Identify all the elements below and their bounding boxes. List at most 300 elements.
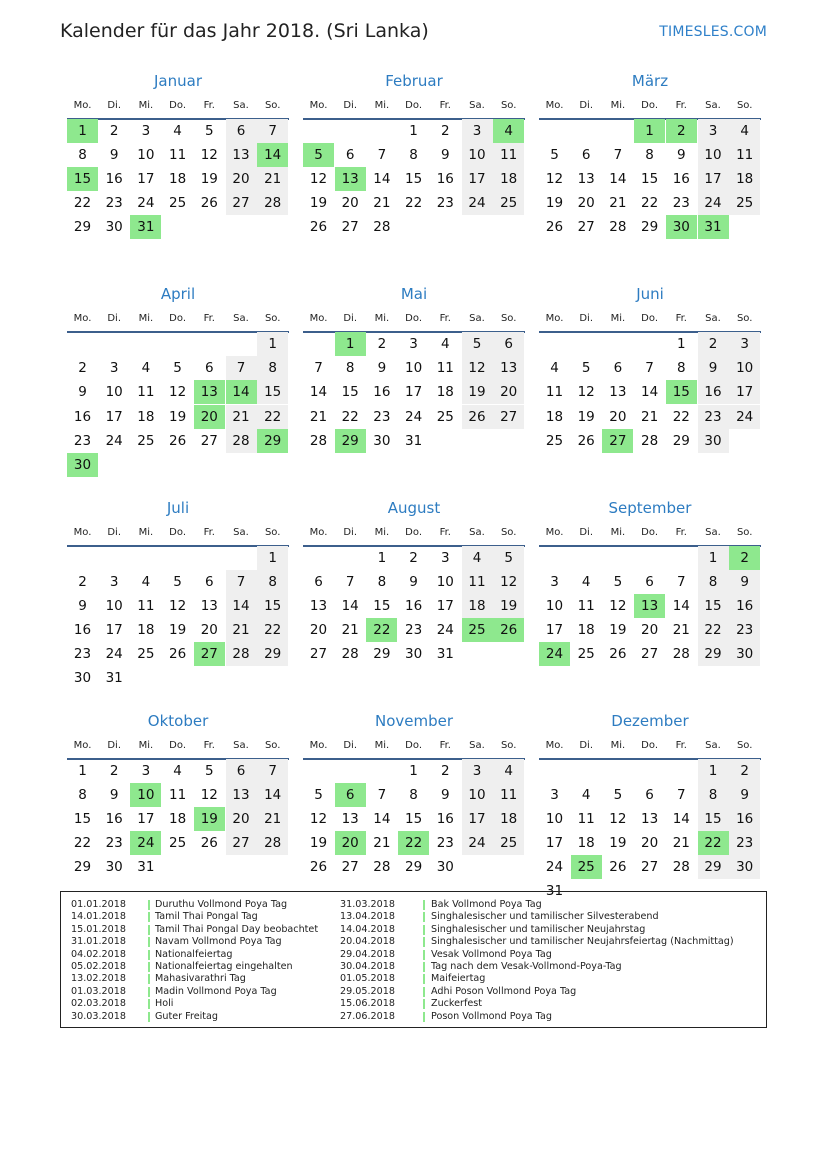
day-cell: 26 <box>309 859 328 876</box>
day-cell: 4 <box>581 573 591 590</box>
day-cell: 23 <box>729 831 760 855</box>
weekday-label: Fr. <box>203 313 215 325</box>
weekday-label: Mo. <box>309 100 328 111</box>
day-cell: 14 <box>257 783 288 807</box>
day-cell: 10 <box>137 147 155 164</box>
holiday-name: Holi <box>155 998 174 1010</box>
day-cell: 25 <box>137 432 155 449</box>
day-cell: 16 <box>105 171 123 188</box>
day-cell-holiday: 29 <box>257 429 288 453</box>
day-cell-holiday: 24 <box>539 642 570 666</box>
day-cell: 4 <box>462 546 493 570</box>
day-cell: 2 <box>409 549 418 566</box>
day-cell: 28 <box>226 429 257 453</box>
day-cell: 5 <box>173 573 182 590</box>
weekday-label: Mi. <box>138 526 154 538</box>
day-cell-holiday: 14 <box>226 380 257 404</box>
day-cell: 4 <box>141 573 151 590</box>
day-cell: 28 <box>641 432 659 449</box>
day-cell: 8 <box>78 147 87 164</box>
day-cell: 11 <box>545 384 564 401</box>
day-cell: 2 <box>377 336 387 353</box>
weekday-label: Di. <box>579 313 594 325</box>
day-cell: 21 <box>309 408 328 425</box>
weekday-label: Sa. <box>233 739 249 751</box>
day-cell: 14 <box>609 171 627 188</box>
day-cell: 2 <box>729 759 760 783</box>
day-cell: 22 <box>257 618 288 642</box>
day-cell: 27 <box>577 219 595 236</box>
day-cell: 6 <box>226 119 257 143</box>
holiday-marker <box>148 900 150 910</box>
day-cell: 23 <box>436 835 454 852</box>
holiday-date: 29.04.2018 <box>340 948 395 960</box>
holiday-date: 31.01.2018 <box>71 936 126 948</box>
day-cell: 7 <box>677 573 686 590</box>
day-cell: 31 <box>405 432 423 449</box>
day-cell: 18 <box>169 811 187 828</box>
day-cell: 17 <box>137 171 155 188</box>
day-cell: 23 <box>73 645 92 662</box>
day-cell: 12 <box>609 597 627 614</box>
day-cell: 26 <box>200 195 218 212</box>
holiday-row <box>71 911 331 923</box>
day-cell: 12 <box>462 356 493 380</box>
weekday-label: Mi. <box>610 313 626 325</box>
day-cell: 10 <box>105 384 123 401</box>
day-cell: 14 <box>641 384 659 401</box>
weekday-label: Sa. <box>233 526 249 538</box>
day-cell: 15 <box>257 594 288 618</box>
weekday-label: Do. <box>169 739 186 751</box>
day-cell: 11 <box>462 570 493 594</box>
day-cell: 2 <box>109 762 119 779</box>
day-cell: 22 <box>73 835 92 852</box>
day-cell: 23 <box>436 195 454 212</box>
day-cell: 19 <box>545 195 564 212</box>
weekday-label: Fr. <box>203 100 215 111</box>
weekday-label: Fr. <box>675 100 687 111</box>
holiday-row <box>340 973 750 985</box>
day-cell: 13 <box>341 811 359 828</box>
weekday-label: Di. <box>107 100 122 111</box>
weekday-header <box>67 525 289 547</box>
day-cell: 5 <box>205 762 214 779</box>
month-name: Juli <box>166 498 190 517</box>
day-cell: 26 <box>200 835 218 852</box>
weekday-label: Mo. <box>73 100 92 111</box>
day-cell: 11 <box>436 360 454 377</box>
day-cell: 9 <box>409 573 418 590</box>
day-cell: 20 <box>493 380 524 404</box>
weekday-label: Di. <box>343 526 358 538</box>
day-cell: 21 <box>373 195 391 212</box>
day-cell: 30 <box>436 859 454 876</box>
day-cell: 3 <box>698 119 729 143</box>
day-cell: 3 <box>550 786 559 803</box>
day-cell: 13 <box>493 356 524 380</box>
day-cell: 17 <box>545 621 564 638</box>
day-cell-holiday: 25 <box>571 855 602 879</box>
day-cell: 13 <box>309 597 328 614</box>
day-cell-holiday: 4 <box>493 119 524 143</box>
weekday-label: Fr. <box>203 739 215 751</box>
holiday-name: Nationalfeiertag <box>155 948 233 960</box>
day-cell: 10 <box>698 143 729 167</box>
day-cell: 16 <box>436 811 454 828</box>
day-cell: 18 <box>462 594 493 618</box>
day-cell: 26 <box>169 645 187 662</box>
day-cell: 3 <box>141 762 151 779</box>
weekday-label: Mo. <box>545 739 564 751</box>
weekday-header <box>539 311 761 333</box>
weekday-label: So. <box>500 739 517 751</box>
weekday-label: Fr. <box>439 739 451 751</box>
day-cell: 29 <box>698 642 729 666</box>
day-cell-holiday: 27 <box>194 642 225 666</box>
day-cell: 28 <box>226 642 257 666</box>
weekday-label: So. <box>736 313 753 325</box>
day-cell: 25 <box>545 432 564 449</box>
weekday-header <box>303 525 525 547</box>
day-cell: 21 <box>373 835 391 852</box>
day-cell: 8 <box>257 356 288 380</box>
day-cell: 19 <box>309 835 328 852</box>
weekday-label: Do. <box>405 739 422 751</box>
month-name: Mai <box>400 285 428 304</box>
holiday-name: Singhalesischer und tamilischer Neujahrstag <box>431 923 646 935</box>
day-cell: 9 <box>78 597 87 614</box>
day-cell: 12 <box>577 384 595 401</box>
day-cell: 30 <box>105 219 123 236</box>
holiday-row <box>71 949 331 961</box>
weekday-header <box>539 98 761 120</box>
day-cell: 23 <box>373 408 391 425</box>
weekday-label: Do. <box>169 526 186 538</box>
day-cell-holiday: 13 <box>335 167 366 191</box>
day-cell: 9 <box>109 147 119 164</box>
holiday-marker <box>423 962 425 972</box>
day-cell: 27 <box>226 831 257 855</box>
holiday-row <box>71 961 331 973</box>
day-cell: 4 <box>441 336 450 353</box>
holiday-marker <box>148 937 150 947</box>
day-cell: 7 <box>613 147 623 164</box>
day-cell: 22 <box>257 405 288 429</box>
holiday-list-column <box>340 899 750 1023</box>
day-cell: 2 <box>78 573 87 590</box>
day-cell: 10 <box>436 573 454 590</box>
day-cell: 5 <box>581 360 591 377</box>
holiday-row <box>340 1011 750 1023</box>
day-cell: 21 <box>341 621 359 638</box>
holiday-marker <box>423 950 425 960</box>
day-cell: 24 <box>105 645 123 662</box>
day-cell: 10 <box>405 360 423 377</box>
day-cell: 28 <box>373 859 391 876</box>
weekday-label: Di. <box>343 313 358 325</box>
holiday-date: 05.02.2018 <box>71 960 126 972</box>
day-cell: 18 <box>545 408 564 425</box>
weekday-label: So. <box>264 100 281 111</box>
day-cell: 26 <box>609 859 627 876</box>
day-cell: 12 <box>200 786 218 803</box>
day-cell: 5 <box>462 332 493 356</box>
month-name: März <box>631 72 669 90</box>
weekday-label: Mo. <box>545 100 564 111</box>
day-cell: 5 <box>613 573 623 590</box>
day-cell-holiday: 29 <box>335 429 366 453</box>
holiday-row <box>340 949 750 961</box>
holiday-row <box>340 924 750 936</box>
weekday-label: Di. <box>579 526 594 538</box>
day-cell: 23 <box>729 618 760 642</box>
day-cell: 29 <box>672 432 690 449</box>
holiday-date: 29.05.2018 <box>340 985 395 997</box>
weekday-label: Do. <box>405 100 422 111</box>
holiday-row <box>71 899 331 911</box>
day-cell: 22 <box>405 195 423 212</box>
weekday-label: So. <box>264 526 281 538</box>
weekday-label: Mi. <box>138 739 154 751</box>
day-cell: 30 <box>698 429 729 453</box>
holiday-row <box>71 1011 331 1023</box>
day-cell: 31 <box>105 670 123 687</box>
day-cell: 16 <box>105 811 123 828</box>
month-name: April <box>160 285 196 304</box>
day-cell-holiday: 13 <box>634 594 665 618</box>
day-cell-holiday: 5 <box>303 143 334 167</box>
holiday-marker <box>148 912 150 922</box>
holiday-row <box>71 936 331 948</box>
day-cell: 7 <box>345 573 355 590</box>
day-cell: 17 <box>462 167 493 191</box>
day-cell: 9 <box>729 783 760 807</box>
weekday-label: Sa. <box>705 313 721 325</box>
day-cell: 8 <box>645 147 654 164</box>
day-cell: 22 <box>672 408 690 425</box>
holiday-name: Singhalesischer und tamilischer Neujahrsfeiertag (Nachmittag) <box>431 936 734 948</box>
day-cell: 29 <box>641 219 659 236</box>
day-cell: 20 <box>309 621 328 638</box>
month-name: Januar <box>154 72 202 90</box>
weekday-label: Di. <box>579 100 594 111</box>
day-cell: 20 <box>200 621 218 638</box>
day-cell: 25 <box>169 195 187 212</box>
day-cell: 19 <box>609 835 627 852</box>
day-cell: 13 <box>641 811 659 828</box>
holiday-row <box>340 936 750 948</box>
day-cell: 4 <box>729 119 760 143</box>
day-cell: 21 <box>226 618 257 642</box>
day-cell: 23 <box>105 195 123 212</box>
weekday-label: Sa. <box>469 100 485 111</box>
day-cell: 31 <box>137 859 155 876</box>
day-cell: 17 <box>105 621 123 638</box>
day-cell: 26 <box>545 219 564 236</box>
weekday-label: Do. <box>405 313 422 325</box>
month-name: November <box>374 711 454 730</box>
holiday-row <box>340 899 750 911</box>
day-cell: 26 <box>609 645 627 662</box>
weekday-label: Do. <box>169 313 186 325</box>
day-cell: 3 <box>109 360 119 377</box>
day-cell: 11 <box>137 384 155 401</box>
day-cell: 18 <box>493 167 524 191</box>
day-cell: 3 <box>550 573 559 590</box>
day-cell: 11 <box>577 597 595 614</box>
day-cell: 7 <box>226 570 257 594</box>
holiday-name: Singhalesischer und tamilischer Silvesterabend <box>431 911 659 923</box>
holiday-date: 15.01.2018 <box>71 923 126 935</box>
day-cell: 17 <box>105 408 123 425</box>
holiday-marker <box>148 987 150 997</box>
day-cell: 25 <box>137 645 155 662</box>
holiday-name: Nationalfeiertag eingehalten <box>155 960 293 972</box>
holiday-marker <box>148 950 150 960</box>
day-cell: 29 <box>405 859 423 876</box>
holiday-date: 01.01.2018 <box>71 899 126 910</box>
weekday-label: Do. <box>641 100 658 111</box>
day-cell: 4 <box>493 759 524 783</box>
weekday-label: Di. <box>107 526 122 538</box>
day-cell: 27 <box>641 859 659 876</box>
day-cell-holiday: 15 <box>666 380 697 404</box>
day-cell: 20 <box>641 835 659 852</box>
day-cell: 24 <box>462 831 493 855</box>
holiday-name: Poson Vollmond Poya Tag <box>431 1010 552 1022</box>
day-cell: 24 <box>729 405 760 429</box>
day-cell: 7 <box>645 360 654 377</box>
day-cell: 7 <box>257 119 288 143</box>
holiday-date: 14.04.2018 <box>340 923 395 935</box>
weekday-label: Sa. <box>705 100 721 111</box>
day-cell: 21 <box>672 835 690 852</box>
day-cell: 19 <box>577 408 595 425</box>
day-cell: 27 <box>493 405 524 429</box>
weekday-label: Mi. <box>138 313 154 325</box>
day-cell: 14 <box>226 594 257 618</box>
holiday-row <box>71 924 331 936</box>
weekday-label: Sa. <box>233 313 249 325</box>
day-cell: 14 <box>373 811 391 828</box>
day-cell-holiday: 30 <box>666 215 697 239</box>
day-cell: 13 <box>226 783 257 807</box>
day-cell: 6 <box>345 147 355 164</box>
day-cell-holiday: 22 <box>398 831 429 855</box>
day-cell: 6 <box>645 786 654 803</box>
day-cell: 2 <box>441 123 450 139</box>
weekday-label: Mi. <box>610 739 626 751</box>
day-cell: 9 <box>441 147 450 164</box>
day-cell: 15 <box>405 171 423 188</box>
weekday-header <box>67 98 289 120</box>
weekday-label: Sa. <box>469 313 485 325</box>
weekday-label: Mo. <box>309 739 328 751</box>
day-cell: 1 <box>677 336 686 353</box>
day-cell: 18 <box>577 621 595 638</box>
day-cell: 12 <box>169 384 187 401</box>
day-cell: 10 <box>462 783 493 807</box>
holiday-marker <box>148 999 150 1009</box>
day-cell-holiday: 1 <box>67 119 98 143</box>
holiday-row <box>340 998 750 1010</box>
day-cell: 27 <box>341 859 359 876</box>
day-cell: 24 <box>698 191 729 215</box>
holiday-name: Adhi Poson Vollmond Poya Tag <box>431 985 577 997</box>
holiday-name: Madin Vollmond Poya Tag <box>155 985 277 997</box>
day-cell: 26 <box>309 219 328 236</box>
day-cell-holiday: 27 <box>602 429 633 453</box>
day-cell-holiday: 26 <box>493 618 524 642</box>
day-cell: 4 <box>141 360 151 377</box>
day-cell: 18 <box>493 807 524 831</box>
day-cell: 18 <box>137 621 155 638</box>
holiday-date: 27.06.2018 <box>340 1010 395 1022</box>
day-cell: 3 <box>409 336 418 353</box>
day-cell: 27 <box>641 645 659 662</box>
weekday-label: Di. <box>107 313 122 325</box>
day-cell: 13 <box>609 384 627 401</box>
weekday-label: So. <box>736 526 753 538</box>
day-cell: 1 <box>409 123 418 139</box>
day-cell: 18 <box>436 384 454 401</box>
weekday-label: Mi. <box>374 526 390 538</box>
day-cell: 6 <box>581 147 591 164</box>
day-cell: 4 <box>173 762 182 779</box>
day-cell: 24 <box>545 859 564 876</box>
weekday-label: Mi. <box>374 739 390 751</box>
holiday-name: Navam Vollmond Poya Tag <box>155 936 282 948</box>
day-cell: 8 <box>78 786 87 803</box>
day-cell: 16 <box>436 171 454 188</box>
month-name: Juni <box>636 285 664 304</box>
day-cell: 15 <box>641 171 659 188</box>
day-cell-holiday: 24 <box>130 831 161 855</box>
day-cell: 6 <box>226 759 257 783</box>
site-link[interactable]: TIMESLES.COM <box>659 24 767 40</box>
day-cell: 28 <box>672 859 690 876</box>
holiday-marker <box>423 900 425 910</box>
month-name: August <box>387 498 441 517</box>
holiday-row <box>71 986 331 998</box>
day-cell-holiday: 20 <box>194 405 225 429</box>
day-cell-holiday: 19 <box>194 807 225 831</box>
holiday-date: 30.04.2018 <box>340 960 395 972</box>
day-cell: 1 <box>698 759 729 783</box>
day-cell: 27 <box>341 219 359 236</box>
day-cell: 17 <box>137 811 155 828</box>
day-cell-holiday: 2 <box>666 119 697 143</box>
day-cell: 11 <box>493 783 524 807</box>
day-cell: 30 <box>405 645 423 662</box>
day-cell: 10 <box>729 356 760 380</box>
day-cell: 15 <box>373 597 391 614</box>
weekday-label: Do. <box>641 739 658 751</box>
day-cell: 25 <box>577 645 595 662</box>
holiday-name: Mahasivarathri Tag <box>155 973 246 985</box>
weekday-header <box>67 311 289 333</box>
day-cell: 21 <box>257 807 288 831</box>
day-cell: 12 <box>200 147 218 164</box>
day-cell: 8 <box>257 570 288 594</box>
day-cell: 27 <box>226 191 257 215</box>
holiday-name: Maifeiertag <box>431 973 486 985</box>
day-cell: 12 <box>545 171 564 188</box>
weekday-label: Fr. <box>439 100 451 111</box>
day-cell: 1 <box>698 546 729 570</box>
day-cell: 1 <box>409 762 418 779</box>
